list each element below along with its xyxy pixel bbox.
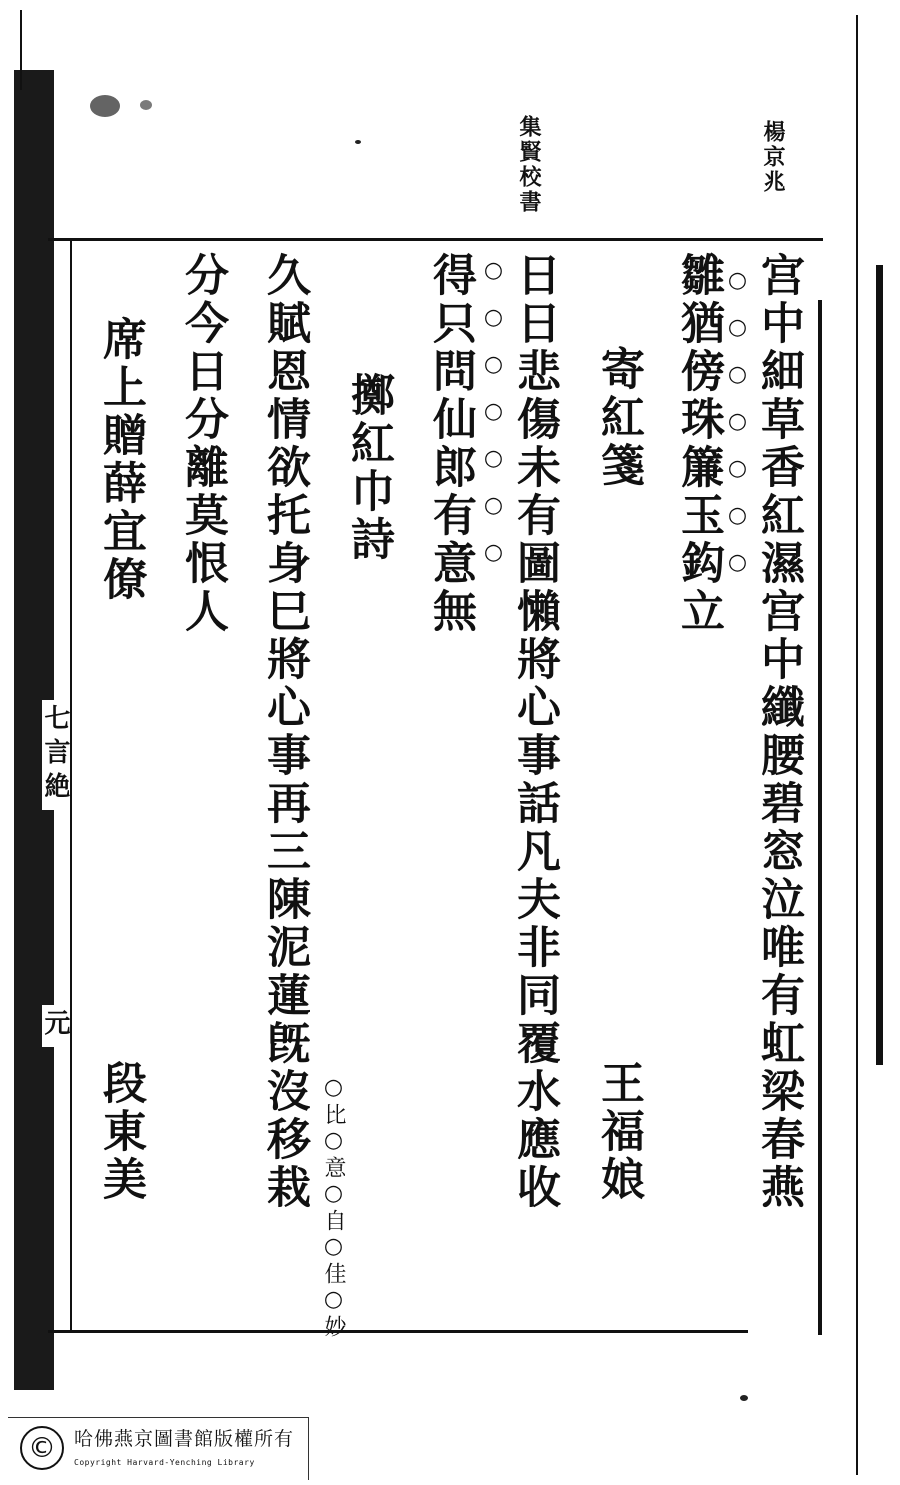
copyright-icon: © (20, 1426, 64, 1470)
adjacent-page-edge (876, 265, 883, 1065)
bottom-frame-rule (48, 1330, 748, 1333)
emphasis-marks-1: ○○○○○○○ (725, 268, 750, 597)
commentary-note: ○比○意○自○佳○妙 (321, 1075, 346, 1340)
ink-speck (140, 100, 152, 110)
poem-title-xi-shang: 席上贈薛宜僚 (95, 316, 146, 604)
top-frame-rule (48, 238, 823, 241)
page-fold-line (20, 10, 22, 90)
right-frame-rule (818, 300, 822, 1335)
copyright-text-chinese: 哈佛燕京圖書館版權所有 (74, 1428, 295, 1450)
ink-speck (355, 140, 361, 144)
copyright-text-english: Copyright Harvard-Yenching Library (74, 1458, 255, 1467)
text-column-7: 久賦恩情欲托身巳將心事再三陳泥蓮旣沒移栽 (259, 252, 310, 1212)
ink-speck (740, 1395, 748, 1401)
left-frame-rule (70, 238, 72, 1333)
author-wang-funiang: 王福娘 (593, 1060, 644, 1204)
author-duan-dongmei: 段東美 (95, 1060, 146, 1204)
margin-note-top-center: 集賢校書 (516, 115, 542, 215)
text-column-2: 雛猶傍珠簾玉鈎立 (673, 252, 724, 636)
margin-note-top-right: 楊京兆 (760, 120, 786, 195)
page-right-edge (856, 15, 858, 1475)
text-column-4: 日日悲傷未有圖懶將心事話凡夫非同覆水應收 (509, 252, 560, 1212)
ink-speck (90, 95, 120, 117)
emphasis-marks-4: ○○○○○○○ (481, 258, 506, 587)
poem-title-zhi-hong-jin: 擲紅巾詩 (343, 372, 394, 564)
margin-page-label: 元 (42, 1005, 68, 1047)
copyright-stamp (8, 1417, 309, 1480)
text-column-1: 宫中細草香紅濕宫中纖腰碧窓泣唯有虹梁春燕 (753, 252, 804, 1212)
margin-genre-label: 七言絶 (42, 700, 68, 810)
text-column-5: 得只問仙郎有意無 (425, 252, 476, 636)
text-column-8: 分今日分離莫恨人 (177, 252, 228, 636)
poem-title-ji-hong-jian: 寄紅箋 (593, 346, 644, 490)
